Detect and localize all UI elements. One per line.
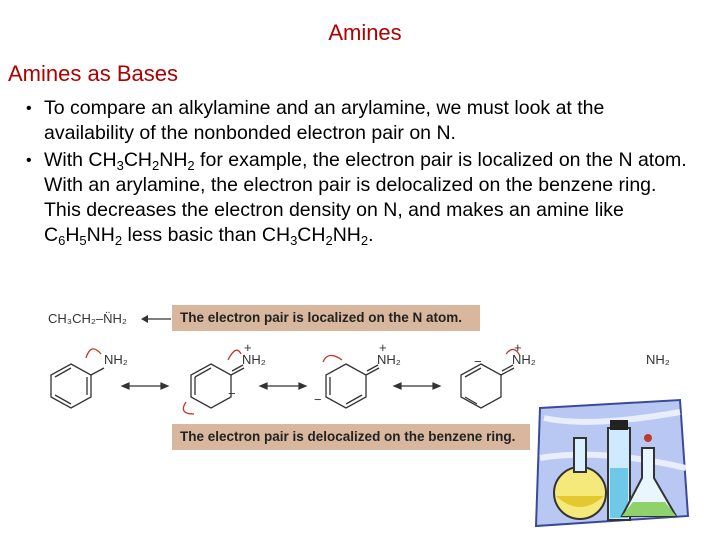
bullet-list	[26, 96, 696, 250]
subscript: 2	[187, 158, 195, 173]
subscript: 2	[325, 233, 333, 248]
arrow-left-icon	[141, 313, 173, 325]
nh2-label: NH₂	[104, 352, 128, 367]
localized-note: The electron pair is localized on the N atom.	[172, 305, 480, 331]
bullet-item	[26, 96, 696, 146]
plus-charge: +	[514, 340, 522, 355]
lab-glassware-icon	[530, 398, 690, 528]
subscript: 6	[58, 233, 66, 248]
minus-charge: −	[474, 354, 482, 369]
plus-charge: +	[244, 340, 252, 355]
ethylamine-formula: CH₃CH₂–N̈H₂	[48, 311, 127, 326]
slide-title: Amines	[328, 20, 402, 45]
subscript: 3	[290, 233, 298, 248]
bullet-item	[26, 148, 696, 248]
subscript: 5	[79, 233, 87, 248]
minus-charge: −	[314, 392, 322, 407]
resonance-figure	[46, 300, 670, 460]
subscript: 3	[116, 158, 124, 173]
subscript: 2	[114, 233, 123, 248]
bullet-text: With $CH_3CH_2NH_2$ for example, the electron pair is localized on the N atom. With an arylamine, the electron pair is delocalized on the benzene ring. This decreases the electron density on N, and makes an amine like $C_6H_5NH_2$ less basic than $CH_3CH_2NH_2$.	[44, 149, 687, 248]
minus-charge: −	[228, 386, 236, 401]
bullet-text: To compare an alkylamine and an arylamine, we must look at the availability of the nonbonded electron pair on N.	[44, 97, 605, 144]
plus-charge: +	[379, 340, 387, 355]
nh2-label: NH₂	[377, 352, 401, 367]
nh2-label: NH₂	[512, 352, 536, 367]
nh2-label: NH₂	[242, 352, 266, 367]
nh2-label: NH₂	[646, 352, 670, 367]
subscript: 2	[360, 233, 369, 248]
slide-subtitle: Amines as Bases	[8, 61, 178, 86]
subscript: 2	[152, 158, 160, 173]
bullet-dot-icon: •	[26, 100, 32, 117]
bullet-dot-icon: •	[26, 152, 32, 169]
delocalized-note: The electron pair is delocalized on the benzene ring.	[172, 424, 530, 450]
